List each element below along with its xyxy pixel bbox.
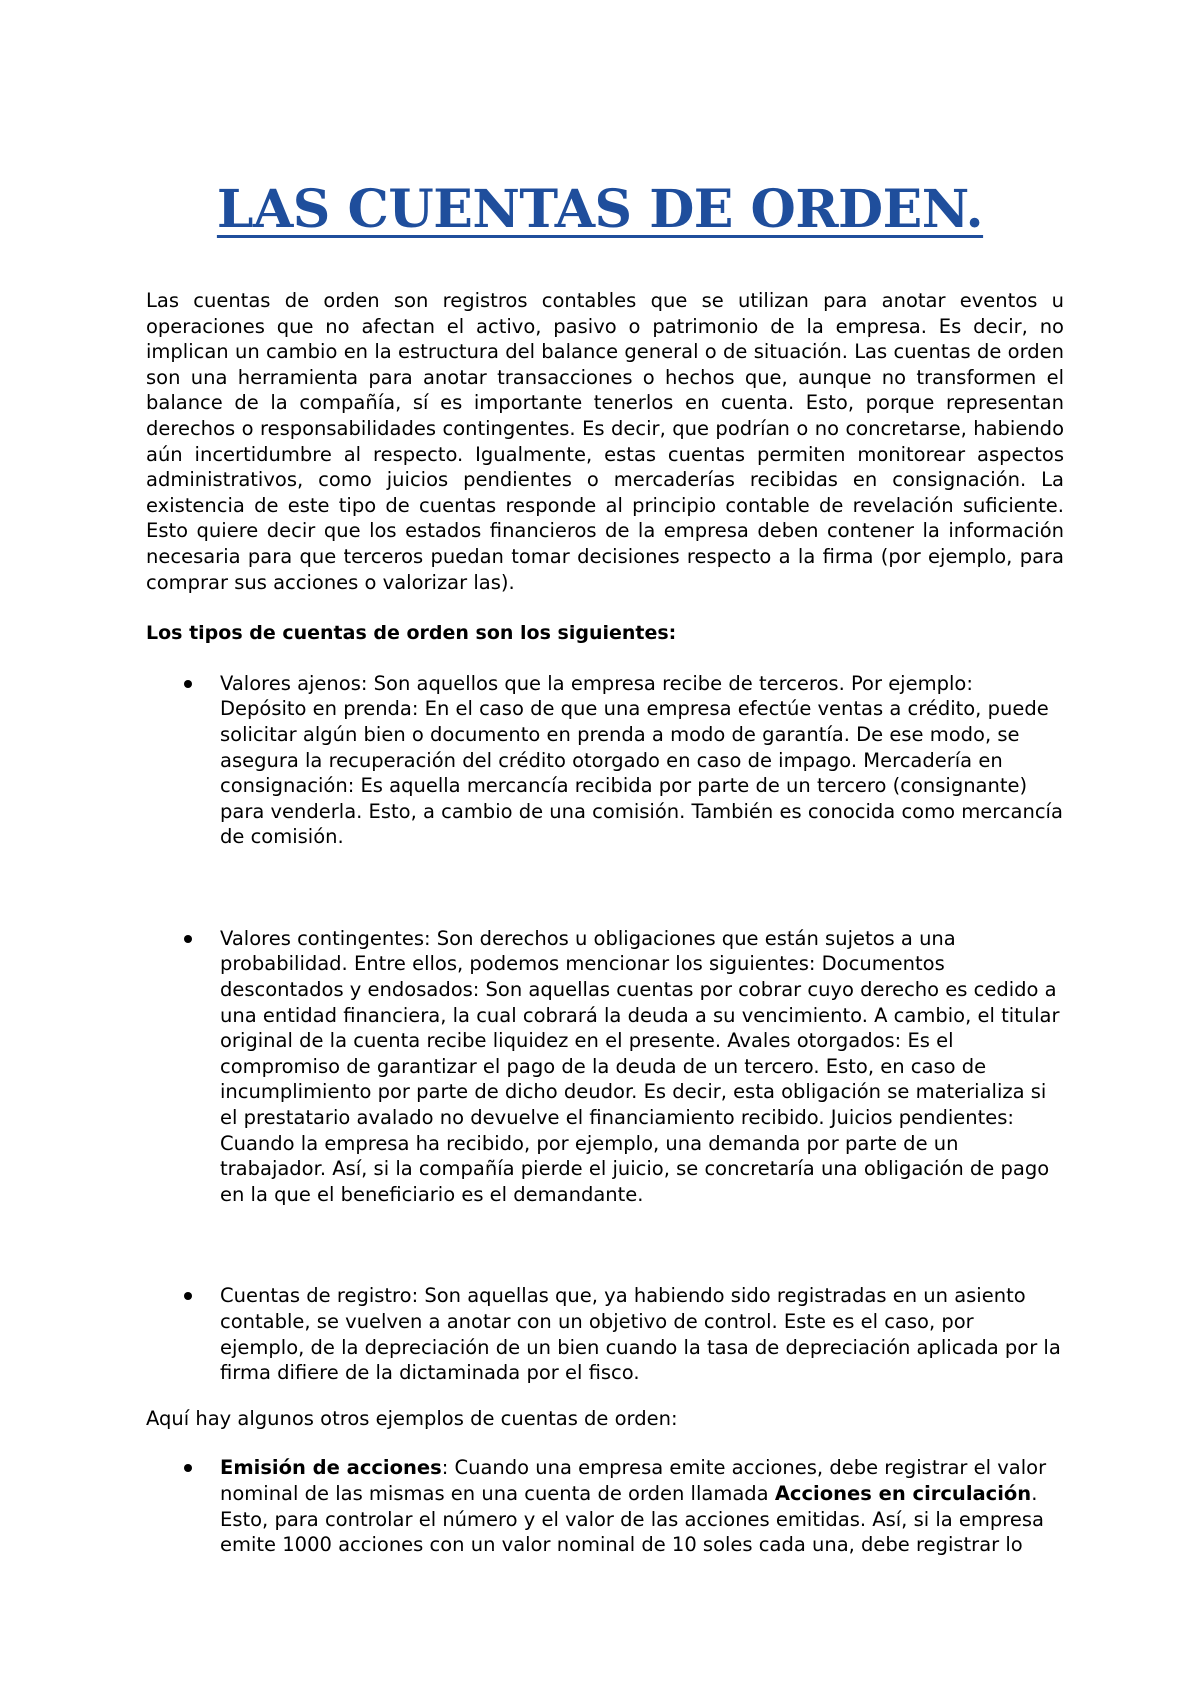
bullet-dot-icon xyxy=(184,1464,192,1472)
document-title: LAS CUENTAS DE ORDEN. xyxy=(216,179,984,240)
list-item-valores-ajenos xyxy=(146,671,1064,850)
types-list xyxy=(146,671,1064,1386)
example-text-before: : Cuando una empresa emite acciones, debe registrar el valor nominal de las mismas en una cuenta de orden llamada xyxy=(220,1456,1047,1505)
list-item-cuentas-de-registro xyxy=(146,1283,1064,1385)
list-item-valores-contingentes xyxy=(146,926,1064,1208)
other-examples-intro: Aquí hay algunos otros ejemplos de cuentas de orden: xyxy=(146,1406,678,1430)
examples-list xyxy=(146,1455,1064,1557)
example-text-after: . Esto, para controlar el número y el valor de las acciones emitidas. Así, si la empresa emite 1000 acciones con un valor nominal de 10 soles cada una, debe registrar lo xyxy=(220,1481,1044,1557)
list-item-text: Cuentas de registro: Son aquellas que, ya habiendo sido registradas en un asiento contable, se vuelven a anotar con un objetivo de control. Este es el caso, por ejemplo, de la depreciación de un bien cuando la tasa de depreciación aplicada por la firma difiere de la dictaminada por el fisco. xyxy=(220,1284,1061,1385)
bullet-dot-icon xyxy=(184,935,192,943)
bullet-dot-icon xyxy=(184,1292,192,1300)
types-heading: Los tipos de cuentas de orden son los siguientes: xyxy=(146,622,677,645)
list-item-text: Valores contingentes: Son derechos u obligaciones que están sujetos a una probabilidad. Entre ellos, podemos mencionar los siguientes: Documentos descontados y endosados: Son aquellas cuentas por cobrar cuyo derecho es cedido a una entidad financiera, la cual cobrará la deuda a su vencimiento. A cambio, el titular original de la cuenta recibe liquidez en el presente. Avales otorgados: Es el compromiso de garantizar el pago de la deuda de un tercero. Esto, en caso de incumplimiento por parte de dicho deudor. Es decir, esta obligación se materializa si el prestatario avalado no devuelve el financiamiento recibido. Juicios pendientes: Cuando la empresa ha recibido, por ejemplo, una demanda por parte de un trabajador. Así, si la compañía pierde el juicio, se concretaría una obligación de pago en la que el beneficiario es el demandante. xyxy=(220,926,1060,1206)
intro-paragraph: Las cuentas de orden son registros contables que se utilizan para anotar eventos u operaciones que no afectan el activo, pasivo o patrimonio de la empresa. Es decir, no implican un cambio en la estructura del balance general o de situación. Las cuentas de orden son una herramienta para anotar transacciones o hechos que, aunque no transformen el balance de la compañía, sí es importante tenerlos en cuenta. Esto, porque representan derechos o responsabilidades contingentes. Es decir, que podrían o no concretarse, habiendo aún incertidumbre al respecto. Igualmente, estas cuentas permiten monitorear aspectos administrativos, como juicios pendientes o mercaderías recibidas en consignación. La existencia de este tipo de cuentas responde al principio contable de revelación suficiente. Esto quiere decir que los estados financieros de la empresa deben contener la información necesaria para que terceros puedan tomar decisiones respecto a la firma (por ejemplo, para comprar sus acciones o valorizar las). xyxy=(146,289,1064,594)
list-item-emision-acciones xyxy=(146,1455,1064,1557)
list-item-text: Valores ajenos: Son aquellos que la empresa recibe de terceros. Por ejemplo: Depósito en prenda: En el caso de que una empresa efectúe ventas a crédito, puede solicitar algún bien o documento en prenda a modo de garantía. De ese modo, se asegura la recuperación del crédito otorgado en caso de impago. Mercadería en consignación: Es aquella mercancía recibida por parte de un tercero (consignante) para venderla. Esto, a cambio de una comisión. También es conocida como mercancía de comisión. xyxy=(220,671,1063,849)
example-term: Emisión de acciones xyxy=(220,1456,442,1480)
document-body xyxy=(146,288,1064,1558)
example-account-name: Acciones en circulación xyxy=(774,1481,1032,1505)
bullet-dot-icon xyxy=(184,680,192,688)
